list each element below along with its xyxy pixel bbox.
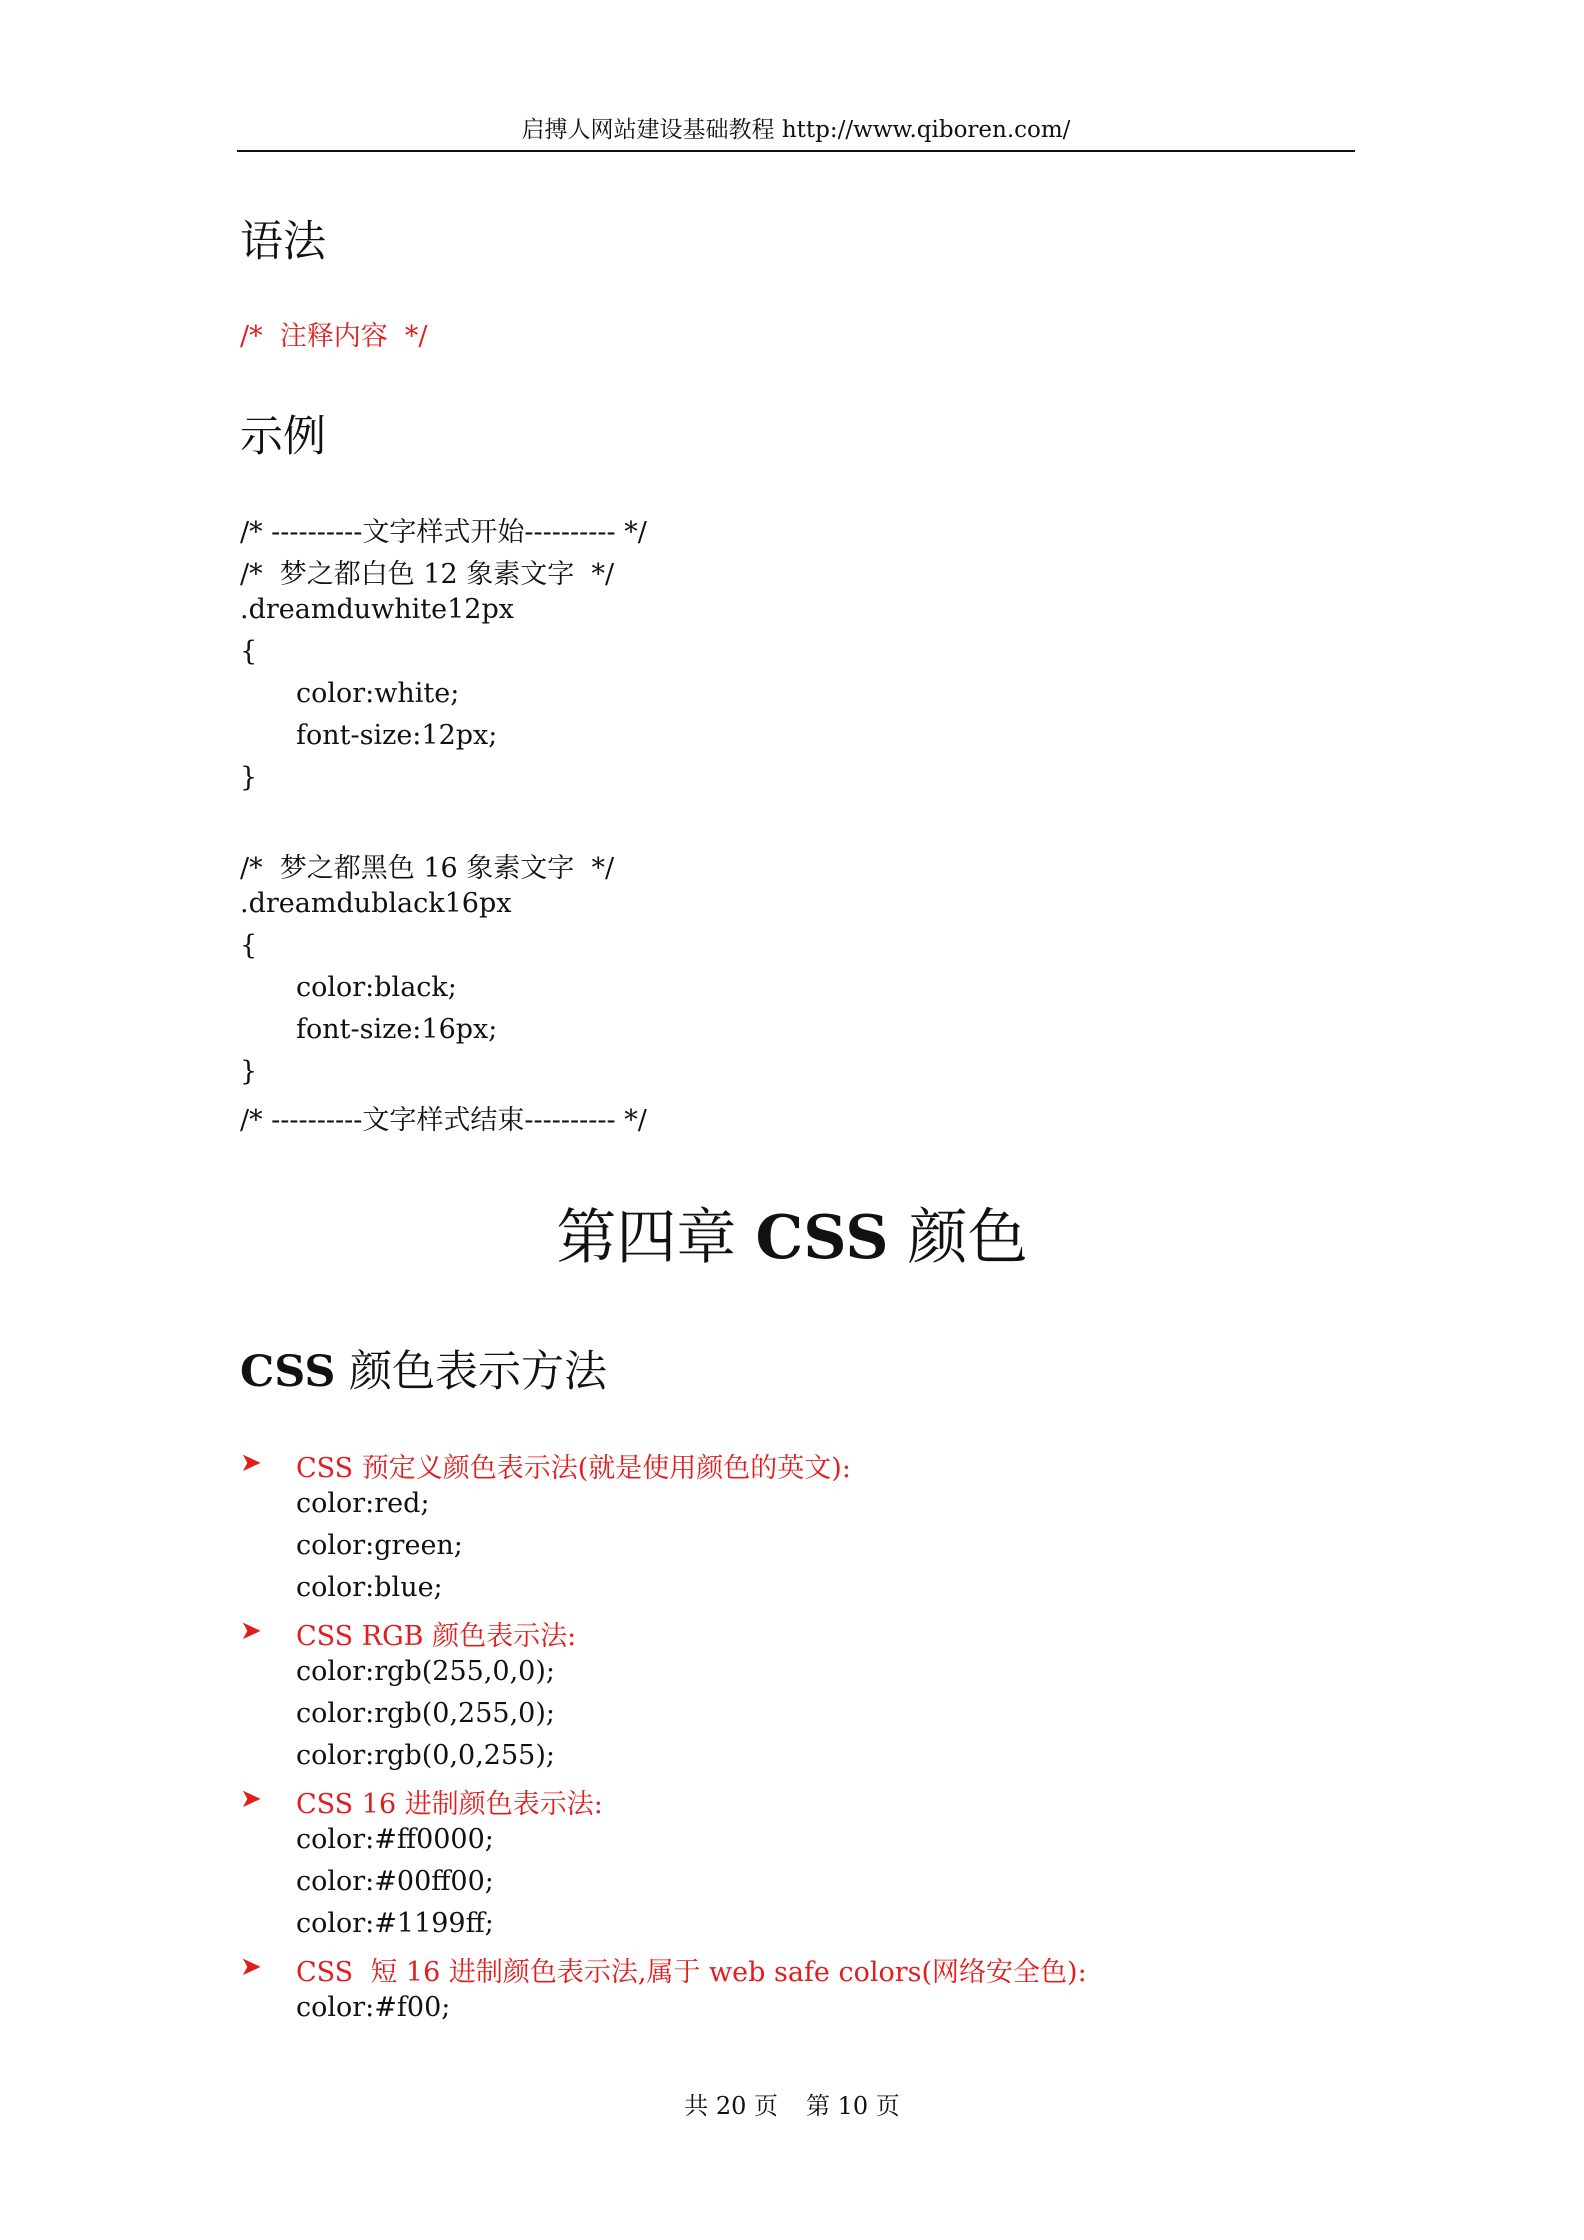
header-text: 启搏人网站建设基础教程 http://www.qiboren.com/ (521, 117, 1071, 143)
page-footer (0, 2086, 1584, 2121)
list-item-label: CSS RGB 颜色表示法: (296, 1621, 577, 1652)
code-line: color:rgb(0,0,255); (296, 1740, 555, 1771)
list-item-label: CSS 16 进制颜色表示法: (296, 1789, 603, 1820)
code-line: .dreamduwhite12px (240, 594, 514, 625)
arrow-bullet-icon: ➤ (240, 1784, 262, 1814)
code-line: color:blue; (296, 1572, 443, 1603)
code-line: color:#00ff00; (296, 1866, 494, 1897)
syntax-comment: /* 注释内容 */ (240, 321, 428, 352)
chapter-latin: CSS (755, 1203, 889, 1273)
section-heading-rest: 颜色表示方法 (349, 1347, 608, 1397)
code-line: font-size:16px; (296, 1014, 498, 1045)
code-line: } (240, 1056, 258, 1087)
list-item-label: CSS 预定义颜色表示法(就是使用颜色的英文): (296, 1453, 851, 1484)
page-current: 第 10 页 (806, 2092, 900, 2120)
code-line: /* 梦之都白色 12 象素文字 */ (240, 559, 615, 590)
page-total: 共 20 页 (684, 2092, 778, 2120)
code-line: color:black; (296, 972, 457, 1003)
arrow-bullet-icon: ➤ (240, 1448, 262, 1478)
code-line: /* 梦之都黑色 16 象素文字 */ (240, 853, 615, 884)
code-line: { (240, 930, 258, 961)
code-line: .dreamdublack16px (240, 888, 512, 919)
code-line: font-size:12px; (296, 720, 498, 751)
code-line: /* ----------文字样式开始---------- */ (240, 517, 647, 548)
code-line: color:rgb(0,255,0); (296, 1698, 555, 1729)
syntax-heading: 语法 (240, 217, 326, 267)
page-header (237, 110, 1355, 152)
code-line: { (240, 636, 258, 667)
code-line: color:#ff0000; (296, 1824, 494, 1855)
arrow-bullet-icon: ➤ (240, 1616, 262, 1646)
code-line: color:white; (296, 678, 460, 709)
example-heading: 示例 (240, 412, 326, 462)
code-line: color:#1199ff; (296, 1908, 494, 1939)
list-item-label: CSS 短 16 进制颜色表示法,属于 web safe colors(网络安全色): (296, 1957, 1087, 1988)
arrow-bullet-icon: ➤ (240, 1952, 262, 1982)
code-line: /* ----------文字样式结束---------- */ (240, 1105, 647, 1136)
code-line: color:green; (296, 1530, 463, 1561)
code-line: color:red; (296, 1488, 430, 1519)
chapter-suffix: 颜色 (907, 1203, 1028, 1273)
chapter-title (0, 1190, 1584, 1276)
code-line: color:#f00; (296, 1992, 451, 2023)
code-line: } (240, 762, 258, 793)
section-heading-latin: CSS (240, 1347, 336, 1397)
code-line: color:rgb(255,0,0); (296, 1656, 555, 1687)
section-heading (240, 1338, 607, 1399)
chapter-prefix: 第四章 (556, 1203, 737, 1273)
